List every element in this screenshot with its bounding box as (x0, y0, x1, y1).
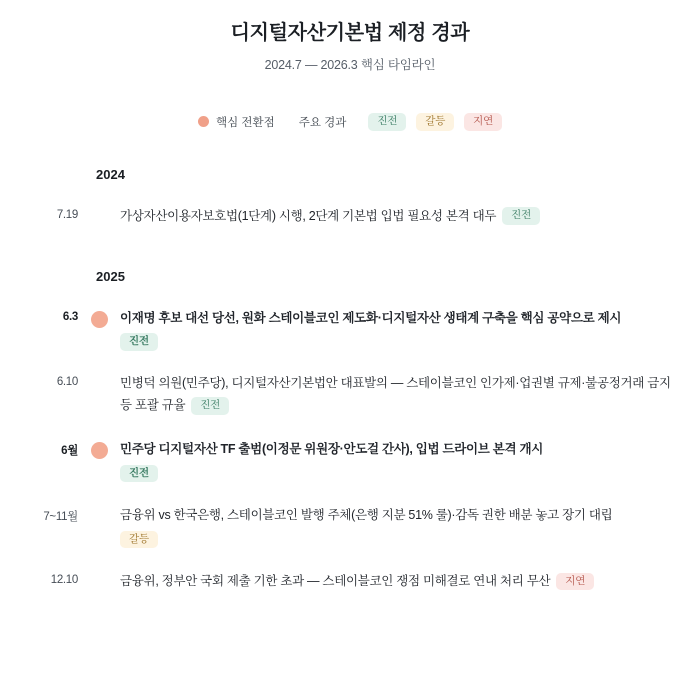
event-text: 가상자산이용자보호법(1단계) 시행, 2단계 기본법 입법 필요성 본격 대두 (120, 208, 497, 223)
event-content (120, 439, 700, 483)
legend-tag-progress: 진전 (368, 113, 406, 131)
event-content (120, 308, 700, 352)
event-marker-column (78, 206, 120, 209)
key-point-dot-icon (91, 442, 108, 459)
event-date: 7~11월 (43, 510, 78, 523)
event-date: 7.19 (56, 208, 78, 221)
legend-tag-delay: 지연 (464, 113, 502, 131)
event-text: 이재명 후보 대선 당선, 원화 스테이블코인 제도화·디지털자산 생태계 구축을 핵심 공약으로 제시 (120, 310, 622, 325)
timeline-list (0, 165, 700, 604)
event-date: 6.10 (56, 376, 78, 389)
event-date: 6월 (61, 445, 78, 458)
event-content (120, 373, 700, 417)
page-subtitle: 2024.7 — 2026.3 핵심 타임라인 (264, 58, 436, 72)
timeline-event (0, 560, 700, 604)
event-status-badge: 진전 (120, 333, 158, 351)
event-text: 민병덕 의원(민주당), 디지털자산기본법안 대표발의 — 스테이블코인 인가제·업권별 규제·불공정거래 금지 등 포괄 규율 (120, 376, 671, 413)
event-marker-column (78, 505, 120, 508)
year-header-2024 (0, 165, 700, 195)
timeline-event (0, 428, 700, 494)
event-status-badge: 지연 (556, 573, 594, 591)
event-marker-column (78, 571, 120, 574)
event-content (120, 571, 700, 593)
event-date: 6.3 (62, 310, 78, 323)
year-label: 2025 (96, 268, 125, 284)
page-header (0, 0, 700, 73)
legend-tag-conflict: 갈등 (416, 113, 454, 131)
legend-main-progress-label: 주요 경과 (298, 116, 347, 129)
event-status-badge: 진전 (502, 207, 540, 225)
event-date: 12.10 (50, 573, 78, 586)
page-title: 디지털자산기본법 제정 경과 (230, 22, 470, 44)
event-content (120, 206, 700, 228)
timeline-event (0, 297, 700, 363)
year-header-2025 (0, 267, 700, 297)
legend-key-point-label: 핵심 전환점 (215, 116, 275, 129)
event-status-badge: 갈등 (120, 531, 158, 549)
event-marker-column (78, 373, 120, 376)
legend-item-key-point (198, 114, 275, 130)
event-text: 금융위, 정부안 국회 제출 기한 초과 — 스테이블코인 쟁점 미해결로 연내 처리 무산 (120, 573, 551, 588)
event-text: 민주당 디지털자산 TF 출범(이정문 위원장·안도걸 간사), 입법 드라이브 본격 개시 (120, 442, 544, 457)
legend (0, 113, 700, 131)
timeline-event (0, 494, 700, 560)
event-content (120, 505, 700, 549)
event-marker-column (78, 308, 120, 328)
event-text: 금융위 vs 한국은행, 스테이블코인 발행 주체(은행 지분 51% 룰)·감독 권한 배분 놓고 장기 대립 (120, 507, 613, 522)
year-label: 2024 (96, 166, 125, 182)
key-point-dot-icon (91, 311, 108, 328)
event-status-badge: 진전 (191, 397, 229, 415)
timeline-event (0, 195, 700, 239)
key-point-dot-icon (198, 116, 209, 127)
timeline-event (0, 362, 700, 428)
event-status-badge: 진전 (120, 465, 158, 483)
event-marker-column (78, 439, 120, 459)
